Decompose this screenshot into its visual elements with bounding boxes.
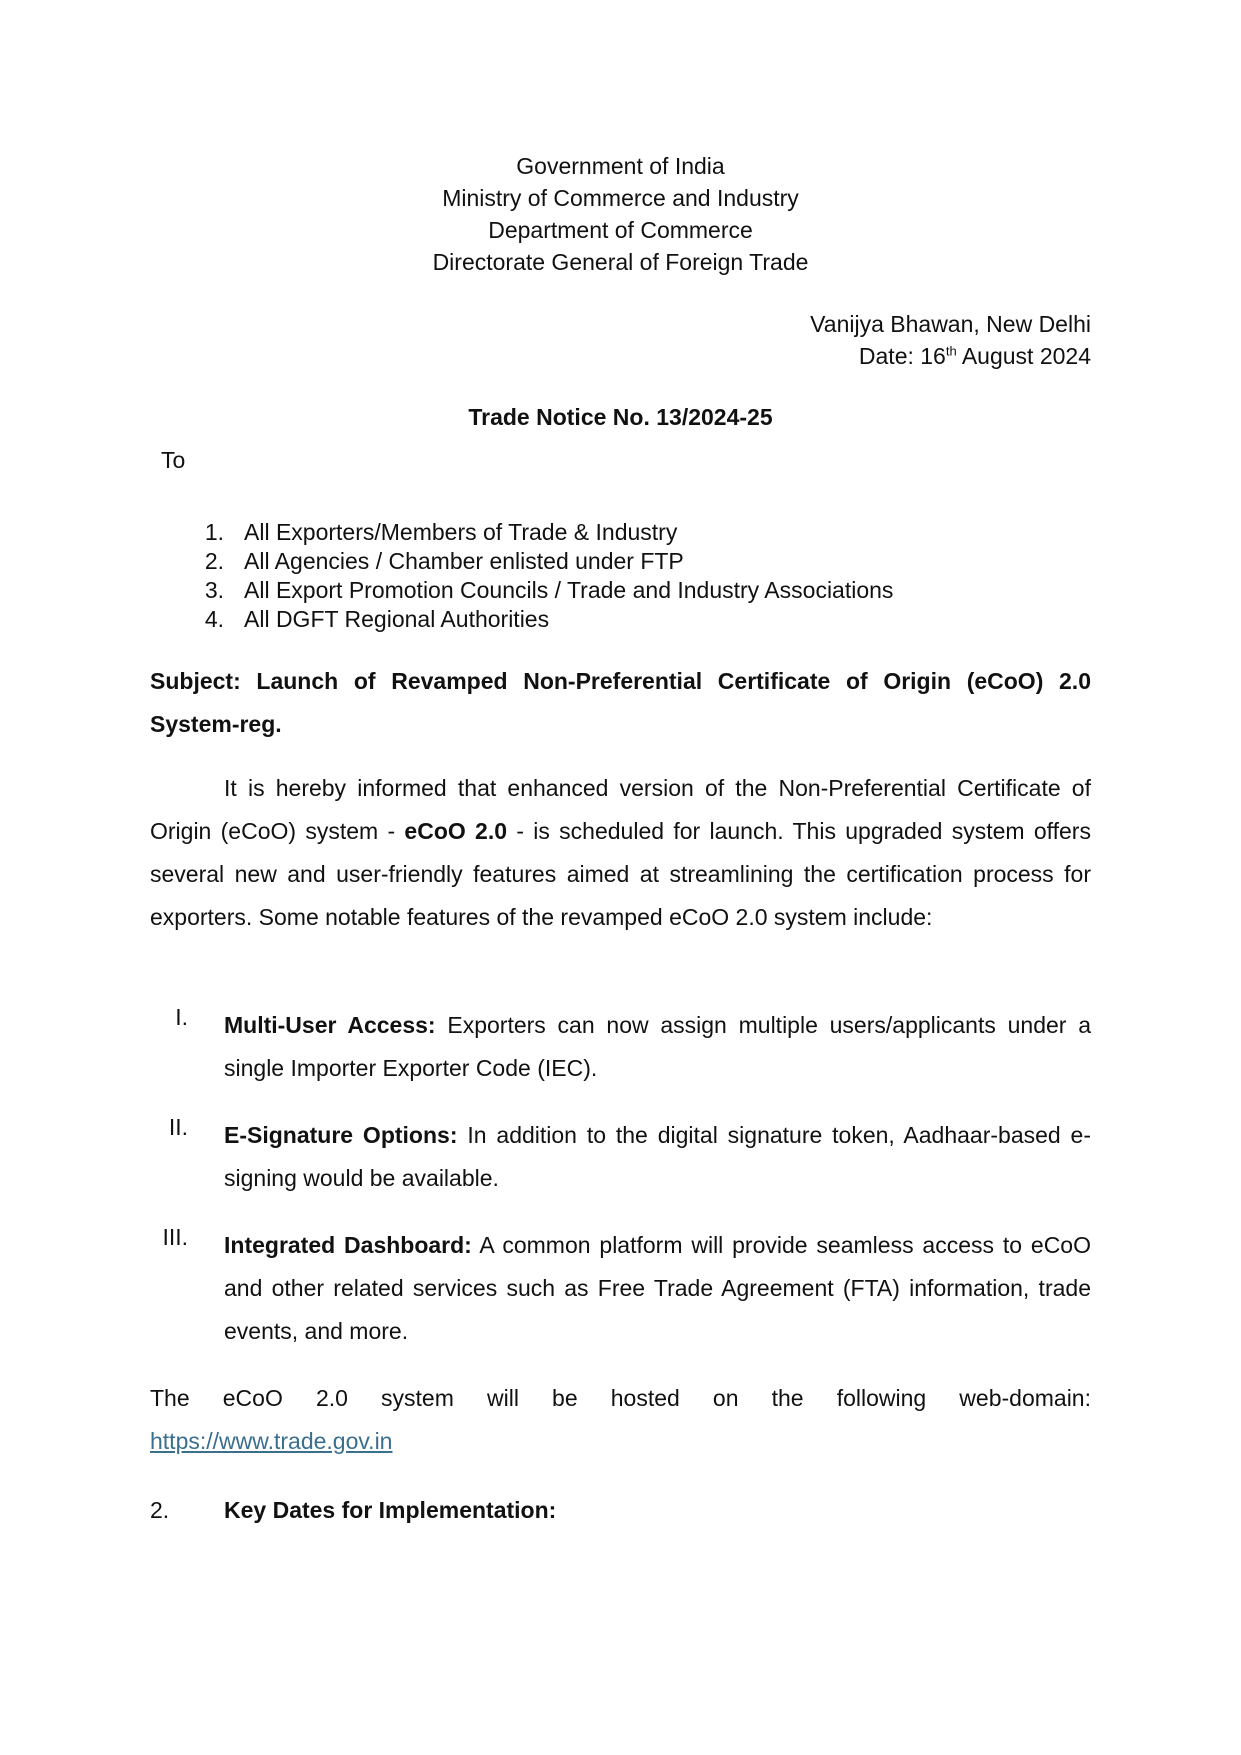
recipient-list — [180, 518, 893, 634]
feature-text: Exporters can now assign multiple users/applicants under a single Importer Exporter Code (IEC). — [224, 1012, 1091, 1081]
to-label: To — [161, 447, 186, 473]
feature-numeral: I. — [175, 1004, 188, 1030]
feature-title: Integrated Dashboard: — [224, 1232, 472, 1258]
feature-title: E-Signature Options: — [224, 1122, 458, 1148]
place: Vanijya Bhawan, New Delhi — [810, 311, 1091, 337]
feature-body — [224, 1114, 1091, 1200]
feature-body — [224, 1004, 1091, 1090]
list-item — [180, 605, 893, 634]
letterhead-ministry: Ministry of Commerce and Industry — [442, 185, 799, 211]
list-item — [180, 576, 893, 605]
list-number: 2. — [204, 548, 224, 574]
list-number: 1. — [204, 519, 224, 545]
recipient-text: All Exporters/Members of Trade & Industry — [244, 519, 678, 545]
feature-numeral: II. — [168, 1114, 188, 1140]
letterhead-directorate: Directorate General of Foreign Trade — [432, 249, 809, 275]
recipient-text: All DGFT Regional Authorities — [244, 606, 550, 632]
recipient-text: All Agencies / Chamber enlisted under FTP — [244, 548, 684, 574]
letterhead-government: Government of India — [516, 153, 725, 179]
hosting-paragraph: The eCoO 2.0 system will be hosted on the following web-domain: — [150, 1385, 1091, 1411]
subject-line: Subject: Launch of Revamped Non-Preferential Certificate of Origin (eCoO) 2.0 System-reg. — [150, 668, 1091, 737]
hosting-link-line — [150, 1420, 1091, 1463]
web-domain-link[interactable]: https://www.trade.gov.in — [150, 1428, 393, 1454]
intro-paragraph — [150, 767, 1091, 939]
date-prefix: Date: 16 — [858, 343, 946, 369]
section-number: 2. — [150, 1497, 170, 1523]
list-number: 4. — [204, 606, 224, 632]
list-number: 3. — [204, 577, 224, 603]
intro-text-1: It is hereby informed that enhanced version of the Non-Preferential Certificate of Origin (eCoO) system - — [150, 775, 1091, 844]
feature-body — [224, 1224, 1091, 1353]
intro-bold: eCoO 2.0 — [404, 818, 508, 844]
date-ordinal: th — [945, 343, 957, 359]
letterhead-department: Department of Commerce — [488, 217, 753, 243]
letterhead — [0, 150, 1241, 278]
date-suffix: August 2024 — [956, 343, 1091, 369]
intro-text-2: - is scheduled for launch. This upgraded system offers several new and user-friendly features aimed at streamlining the certification process for exporters. Some notable features of the revamped eCoO 2.0 system include: — [150, 818, 1091, 930]
feature-numeral: III. — [162, 1224, 188, 1250]
place-and-date — [810, 308, 1091, 372]
recipient-text: All Export Promotion Councils / Trade and Industry Associations — [244, 577, 894, 603]
notice-number: Trade Notice No. 13/2024-25 — [468, 404, 773, 430]
section-title: Key Dates for Implementation: — [224, 1497, 557, 1523]
list-item — [180, 547, 893, 576]
feature-text: In addition to the digital signature token, Aadhaar-based e-signing would be available. — [224, 1122, 1092, 1191]
feature-text: A common platform will provide seamless access to eCoO and other related services such as Free Trade Agreement (FTA) information, trade events, and more. — [224, 1232, 1091, 1344]
date — [810, 340, 1091, 372]
feature-title: Multi-User Access: — [224, 1012, 436, 1038]
list-item — [180, 518, 893, 547]
